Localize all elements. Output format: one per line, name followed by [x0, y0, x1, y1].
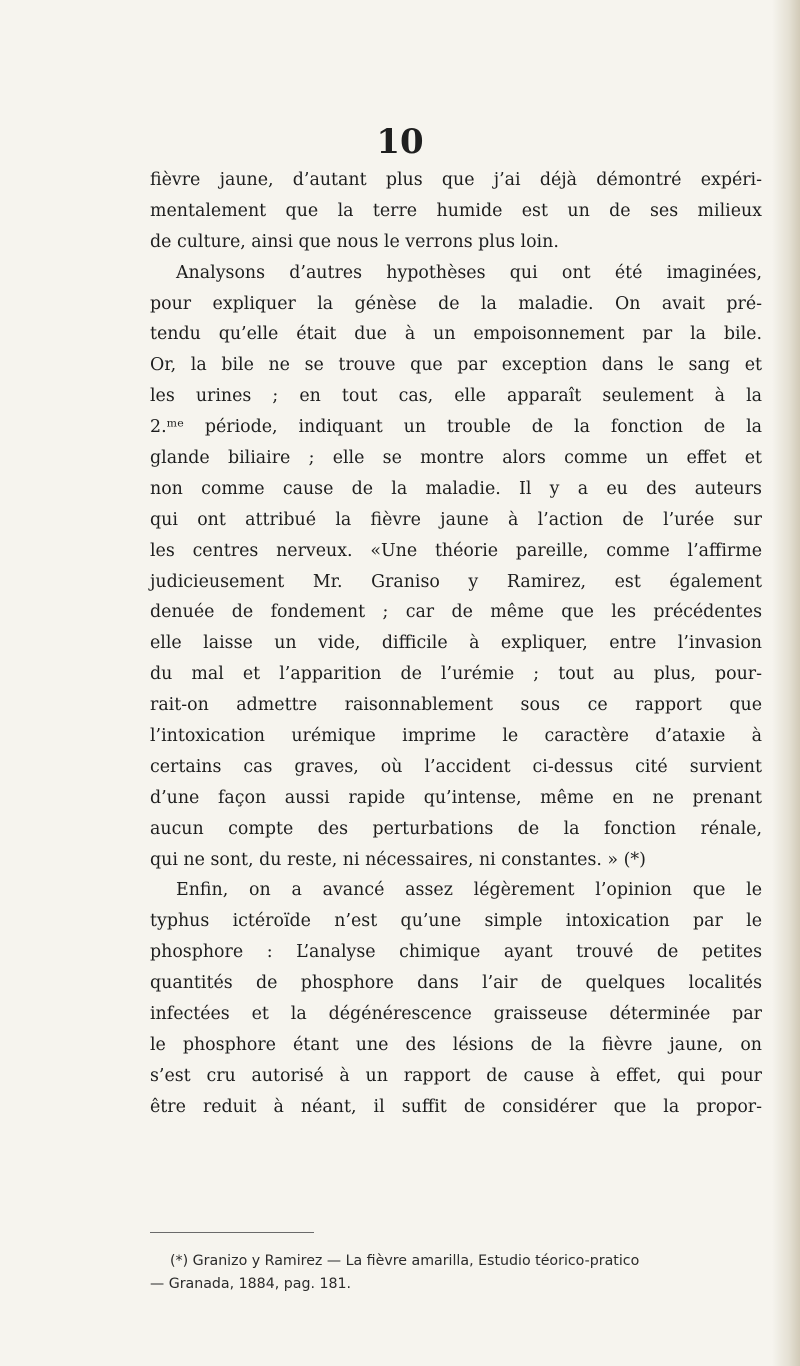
page-edge-shadow: [772, 0, 800, 1366]
text-line: infectées et la dégénérescence graisseuse déterminée par: [150, 1004, 762, 1025]
footnote-rule: [150, 1232, 314, 1233]
text-line: 2.ᵐᵉ période, indiquant un trouble de la fonction de la: [150, 417, 762, 438]
text-line: d’une façon aussi rapide qu’intense, même en ne prenant: [150, 787, 762, 808]
footnote: [150, 1250, 762, 1296]
text-line: qui ont attribué la fièvre jaune à l’action de l’urée sur: [150, 509, 762, 530]
body-text: [150, 165, 762, 1123]
text-line: le phosphore étant une des lésions de la fièvre jaune, on: [150, 1034, 762, 1055]
text-line: fièvre jaune, d’autant plus que j’ai déjà démontré expéri-: [150, 170, 762, 190]
text-line: mentalement que la terre humide est un de ses milieux: [150, 200, 762, 221]
text-line: certains cas graves, où l’accident ci-dessus cité survient: [150, 756, 762, 777]
text-line: du mal et l’apparition de l’urémie ; tout au plus, pour-: [150, 664, 762, 685]
paragraph-start-line: Analysons d’autres hypothèses qui ont été imaginées,: [176, 262, 762, 283]
paragraph-end-line: qui ne sont, du reste, ni nécessaires, ni constantes. » (*): [150, 849, 646, 870]
text-line: judicieusement Mr. Graniso y Ramirez, est également: [150, 571, 762, 592]
text-line: phosphore : L’analyse chimique ayant trouvé de petites: [150, 942, 762, 963]
text-line: les centres nerveux. «Une théorie pareille, comme l’affirme: [150, 540, 762, 561]
footnote-line: — Granada, 1884, pag. 181.: [150, 1276, 352, 1292]
text-line: Or, la bile ne se trouve que par exception dans le sang et: [150, 355, 762, 376]
page-number: 10: [376, 122, 424, 162]
text-line: aucun compte des perturbations de la fonction rénale,: [150, 818, 762, 839]
text-line: typhus ictéroïde n’est qu’une simple intoxication par le: [150, 911, 762, 932]
text-line: non comme cause de la maladie. Il y a eu des auteurs: [150, 478, 762, 499]
text-line: elle laisse un vide, difficile à expliquer, entre l’invasion: [150, 633, 762, 654]
footnote-line: (*) Granizo y Ramirez — La fièvre amarilla, Estudio téorico-pratico: [170, 1253, 640, 1269]
text-line: les urines ; en tout cas, elle apparaît seulement à la: [150, 386, 762, 407]
text-line: l’intoxication urémique imprime le caractère d’ataxie à: [150, 726, 762, 747]
text-line: rait-on admettre raisonnablement sous ce rapport que: [150, 695, 762, 716]
text-line: être reduit à néant, il suffit de considérer que la propor-: [150, 1096, 762, 1117]
text-line: glande biliaire ; elle se montre alors comme un effet et: [150, 448, 762, 469]
text-line: s’est cru autorisé à un rapport de cause à effet, qui pour: [150, 1065, 762, 1086]
text-line: denuée de fondement ; car de même que les précédentes: [150, 602, 762, 623]
paragraph-end-line: de culture, ainsi que nous le verrons plus loin.: [150, 231, 559, 252]
text-line: quantités de phosphore dans l’air de quelques localités: [150, 973, 762, 994]
text-line: tendu qu’elle était due à un empoisonnement par la bile.: [150, 324, 762, 345]
paragraph-start-line: Enfin, on a avancé assez légèrement l’opinion que le: [176, 880, 762, 901]
text-line: pour expliquer la génèse de la maladie. On avait pré-: [150, 293, 762, 314]
